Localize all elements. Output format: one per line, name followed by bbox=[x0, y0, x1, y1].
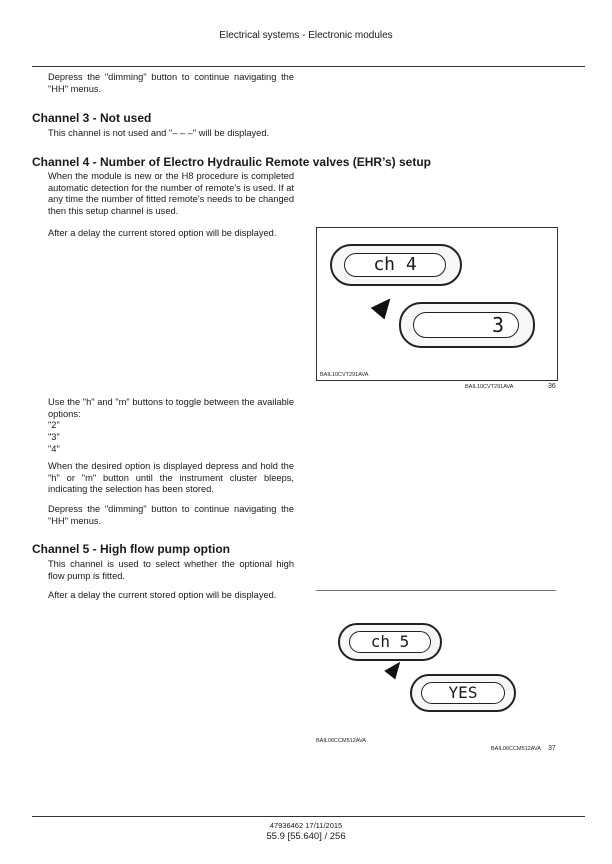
footer-rule bbox=[32, 816, 585, 817]
channel4-para1: When the module is new or the H8 procedure is completed automatic detection for the number of remote’s is used. If at any time the number of fitted remote’s needs to be changed then this setup channel is used. bbox=[48, 171, 294, 216]
display-panel-top bbox=[330, 244, 462, 286]
figure-36-frame bbox=[316, 227, 558, 381]
channel4-para4: When the desired option is displayed depress and hold the "h" or "m" button until the instrument cluster bleeps, indicating the selection has been stored. bbox=[48, 461, 294, 495]
display-screen-bottom: YES bbox=[421, 682, 505, 704]
channel4-para5: Depress the "dimming" button to continue navigating the "HH" menus. bbox=[48, 504, 294, 526]
figure-36-code: BAIL10CVT291AVA bbox=[465, 384, 514, 390]
figure-36-number: 36 bbox=[548, 383, 556, 390]
channel4-para2: After a delay the current stored option will be displayed. bbox=[48, 228, 277, 238]
channel4-heading: Channel 4 - Number of Electro Hydraulic Remote valves (EHR’s) setup bbox=[32, 155, 431, 169]
option-item: "4" bbox=[48, 444, 60, 454]
intro-paragraph: Depress the "dimming" button to continue navigating the "HH" menus. bbox=[48, 72, 294, 94]
display-value: 3 bbox=[491, 313, 504, 337]
display-panel-bottom bbox=[410, 674, 516, 712]
channel4-para3: Use the "h" and "m" buttons to toggle between the available options: bbox=[48, 397, 294, 419]
channel5-para1: This channel is used to select whether the optional high flow pump is fitted. bbox=[48, 559, 294, 581]
option-item: "3" bbox=[48, 432, 60, 442]
page-header-title: Electrical systems - Electronic modules bbox=[219, 30, 393, 41]
display-screen-top: ch 4 bbox=[344, 253, 446, 277]
figure-37-number: 37 bbox=[548, 745, 556, 752]
channel5-para2: After a delay the current stored option will be displayed. bbox=[48, 590, 277, 600]
display-panel-bottom bbox=[399, 302, 535, 348]
figure-36-code-inner: BAIL10CVT291AVA bbox=[320, 372, 369, 378]
pointer-arrow-icon bbox=[371, 293, 398, 320]
figure-37-frame bbox=[316, 600, 556, 760]
display-screen-bottom bbox=[413, 312, 519, 338]
figure-37-code-inner: BAIL06CCM512AVA bbox=[316, 738, 366, 744]
figure-37-top-rule bbox=[316, 590, 556, 591]
footer-page-number: 55.9 [55.640] / 256 bbox=[266, 831, 346, 842]
option-item: "2" bbox=[48, 420, 60, 430]
display-panel-top bbox=[338, 623, 442, 661]
channel3-text: This channel is not used and "– – –" will be displayed. bbox=[48, 128, 270, 138]
display-screen-top: ch 5 bbox=[349, 631, 431, 653]
channel5-heading: Channel 5 - High flow pump option bbox=[32, 542, 230, 556]
figure-37-code: BAIL06CCM512AVA bbox=[491, 746, 541, 752]
channel3-heading: Channel 3 - Not used bbox=[32, 111, 152, 125]
header-rule bbox=[32, 66, 585, 67]
footer-doc-reference: 47936462 17/11/2015 bbox=[269, 821, 343, 830]
